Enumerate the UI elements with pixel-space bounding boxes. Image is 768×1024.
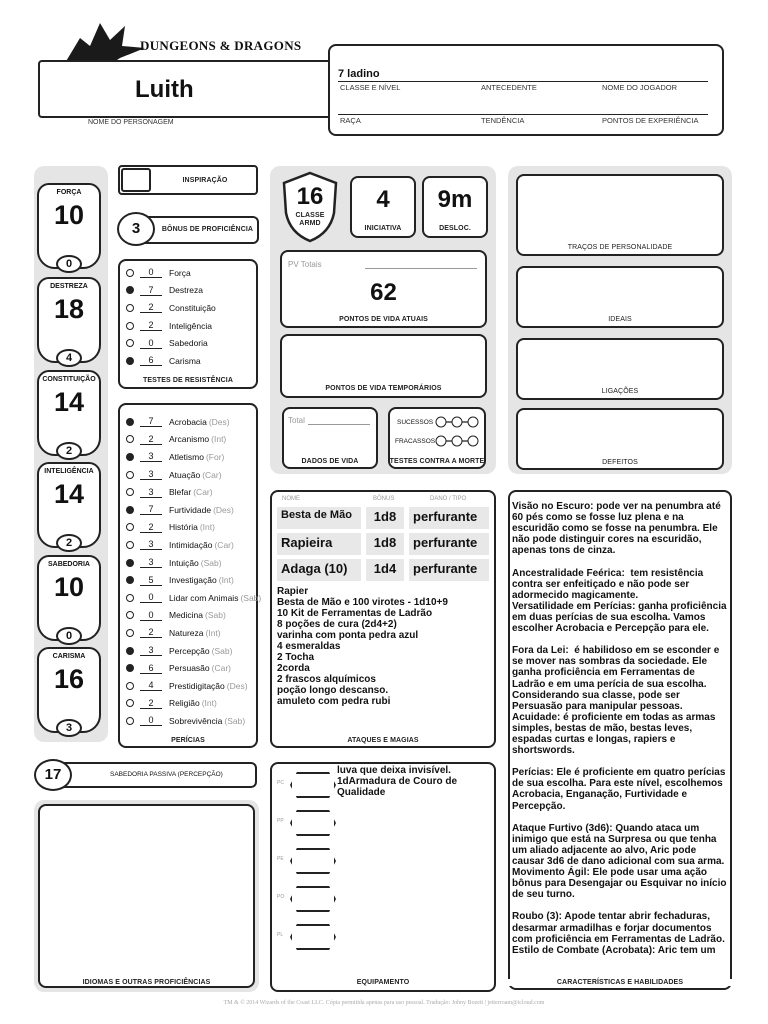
coin-label: PC — [277, 780, 284, 786]
skill-row — [126, 519, 215, 537]
skill-row — [126, 589, 261, 607]
attacks-notes[interactable] — [277, 586, 492, 707]
initiative-value[interactable]: 4 — [376, 186, 390, 213]
saving-throw-value[interactable]: 2 — [140, 302, 162, 313]
ability-box — [37, 370, 101, 456]
skill-name: Prestidigitação — [169, 680, 225, 691]
skill-name: Atuação — [169, 469, 201, 480]
hp-max-label: PV Totais — [288, 260, 322, 269]
skill-name: Persuasão — [169, 663, 210, 674]
skill-attribute: (Sab) — [240, 592, 262, 603]
skill-attribute: (Car) — [193, 487, 213, 498]
proficiency-dot-icon[interactable] — [126, 611, 134, 619]
attack-note-line: amuleto com pedra rubi — [277, 696, 391, 707]
skill-name: Percepção — [169, 645, 210, 656]
ability-name: CARISMA — [52, 653, 86, 660]
passive-wisdom-label: SABEDORIA PASSIVA (PERCEPÇÃO) — [110, 771, 223, 778]
ability-name: DESTREZA — [50, 283, 88, 290]
proficiency-dot-icon[interactable] — [126, 357, 134, 365]
skills-title: PERÍCIAS — [171, 737, 205, 744]
skill-row — [126, 448, 224, 466]
saving-throw-row — [126, 334, 208, 352]
skill-name: Natureza — [169, 627, 204, 638]
attack-bonus[interactable]: 1d4 — [366, 559, 404, 581]
initiative-label: INICIATIVA — [364, 225, 402, 232]
proficiency-dot-icon[interactable] — [126, 559, 134, 567]
skill-value[interactable]: 0 — [140, 610, 162, 621]
skill-value[interactable]: 2 — [140, 627, 162, 638]
skill-attribute: (Int) — [218, 575, 234, 586]
proficiency-dot-icon[interactable] — [126, 322, 134, 330]
attacks-col-bonus: BÔNUS — [373, 496, 395, 502]
speed-value[interactable]: 9m — [437, 186, 473, 213]
current-hp-label: PONTOS DE VIDA ATUAIS — [339, 316, 428, 323]
ability-name: INTELIGÊNCIA — [44, 468, 94, 475]
proficiency-dot-icon[interactable] — [126, 629, 134, 637]
skill-name: Religião — [169, 698, 200, 709]
skill-value[interactable]: 3 — [140, 645, 162, 656]
coin-box[interactable] — [290, 886, 336, 912]
attack-damage[interactable]: perfurante — [409, 507, 489, 529]
attack-note-line: 8 poções de cura (2d4+2) — [277, 619, 397, 630]
saving-throw-name: Sabedoria — [169, 338, 208, 349]
skill-name: Intuição — [169, 557, 199, 568]
skill-value[interactable]: 3 — [140, 539, 162, 550]
proficiency-dot-icon[interactable] — [126, 523, 134, 531]
skill-attribute: (Int) — [211, 434, 227, 445]
hit-dice-total-label: Total — [288, 416, 305, 425]
skill-value[interactable]: 7 — [140, 504, 162, 515]
ability-box — [37, 277, 101, 363]
skill-name: Furtividade — [169, 504, 212, 515]
ideals-label: IDEAIS — [608, 316, 632, 323]
current-hp-value[interactable]: 62 — [370, 279, 397, 306]
skill-value[interactable]: 2 — [140, 698, 162, 709]
skill-attribute: (Car) — [211, 663, 231, 674]
ability-score[interactable]: 14 — [53, 387, 85, 417]
skill-value[interactable]: 2 — [140, 522, 162, 533]
skill-row — [126, 431, 226, 449]
ability-modifier[interactable]: 0 — [56, 255, 82, 273]
skill-row — [126, 642, 232, 660]
death-failures-label: FRACASSOS — [395, 438, 436, 445]
skill-attribute: (Sab) — [211, 645, 233, 656]
skill-attribute: (For) — [205, 451, 225, 462]
skill-name: Lidar com Animais — [169, 592, 239, 603]
xp-label: PONTOS DE EXPERIÊNCIA — [602, 116, 699, 125]
bonds-label: LIGAÇÕES — [601, 388, 639, 395]
attack-note-line: Besta de Mão e 100 virotes - 1d10+9 — [277, 597, 448, 608]
ability-box — [37, 183, 101, 269]
attacks-title: ATAQUES E MAGIAS — [347, 737, 419, 744]
coin-label: PL — [277, 932, 284, 938]
skill-name: Acrobacia — [169, 416, 207, 427]
saving-throw-row — [126, 264, 191, 282]
skill-row — [126, 536, 234, 554]
skills-list — [126, 413, 262, 733]
skill-name: Arcanismo — [169, 434, 210, 445]
skill-value[interactable]: 3 — [140, 469, 162, 480]
proficiency-dot-icon[interactable] — [126, 286, 134, 294]
coin-box[interactable] — [290, 924, 336, 950]
saving-throws-title: TESTES DE RESISTÊNCIA — [142, 377, 233, 384]
speed-label: DESLOC. — [439, 225, 471, 232]
flaws-label: DEFEITOS — [602, 459, 638, 466]
saving-throw-name: Carisma — [169, 355, 201, 366]
hit-dice-label: DADOS DE VIDA — [301, 458, 359, 465]
proficiency-dot-icon[interactable] — [126, 435, 134, 443]
proficiency-dot-icon[interactable] — [126, 453, 134, 461]
ability-modifier[interactable]: 0 — [56, 627, 82, 645]
proficiency-dot-icon[interactable] — [126, 717, 134, 725]
saving-throw-value[interactable]: 2 — [140, 320, 162, 331]
skill-value[interactable]: 6 — [140, 663, 162, 674]
skill-row — [126, 695, 217, 713]
proficiency-bonus-value[interactable]: 3 — [117, 212, 155, 246]
skill-name: Blefar — [169, 487, 192, 498]
saving-throw-value[interactable]: 0 — [140, 267, 162, 278]
proficiency-dot-icon[interactable] — [126, 699, 134, 707]
skill-value[interactable]: 7 — [140, 416, 162, 427]
attack-note-line: poção longo descanso. — [277, 685, 389, 696]
attacks-col-name: NOME — [282, 496, 300, 502]
skill-row — [126, 501, 234, 519]
features-text[interactable]: Visão no Escuro: pode ver na penumbra até 60 pés como se fosse luz plena e na escuridão como se fosse na penumbra. Ele não pode distinguir cores na escuridão, apenas tons de cinza. Ancestralidade Feérica: tem resistência contra ser enfeitiçado e não pode ser adormecido magicamente. Versatilidade em Perícias: ganha proficiência em duas perícias de sua escolha. Vamos escolher Acrobacia e Percepção para ele. Fora da Lei: é habilidoso em se esconder e se mover nas sombras da sociedade. Ele ganha proficiência em Ferramentas de Ladrão e em uma perícia de sua escolha. Considerando sua classe, pode ser Persuasão para manipular pessoas. Acuidade: é proficiente em todas as armas simples, bestas de mão, bestas leves, espadas curtas e longas, rapiers e shortswords. Perícias: Ele é proficiente em quatro perícias de sua escolha. Para este nível, escolhemos Acrobacia, Enganação, Furtividade e Percepção. Ataque Furtivo (3d6): Quando ataca um inimigo que está na Surpresa ou que tenha um aliado adjacente ao alvo, Aric pode causar 3d6 de dano adicional com sua arma. Movimento Ágil: Ele pode usar uma ação bônus para Desengajar ou Esquivar no início de seu turno. Roubo (3): Apode tentar abrir fechaduras, desarmar armadilhas e forjar documentos com proficiência em Ferramentas de Ladrão. Estilo de Combate (Acrobata): Aric tem um — [512, 501, 727, 956]
ability-score[interactable]: 18 — [53, 294, 85, 324]
skill-row — [126, 607, 226, 625]
attack-bonus[interactable]: 1d8 — [366, 533, 404, 555]
proficiency-dot-icon[interactable] — [126, 488, 134, 496]
saving-throw-row — [126, 282, 203, 300]
attack-bonus[interactable]: 1d8 — [366, 507, 404, 529]
ability-name: SABEDORIA — [47, 561, 90, 568]
character-name[interactable]: Luith — [135, 76, 194, 103]
saving-throw-row — [126, 317, 212, 335]
skill-name: Sobrevivência — [169, 715, 223, 726]
skill-row — [126, 571, 234, 589]
player-name-label: NOME DO JOGADOR — [602, 83, 678, 92]
skill-row — [126, 554, 222, 572]
ability-box — [37, 555, 101, 641]
proficiency-dot-icon[interactable] — [126, 541, 134, 549]
proficiency-dot-icon[interactable] — [126, 339, 134, 347]
proficiency-dot-icon[interactable] — [126, 418, 134, 426]
proficiency-dot-icon[interactable] — [126, 506, 134, 514]
skill-name: Intimidação — [169, 539, 213, 550]
saving-throw-name: Constituição — [169, 302, 216, 313]
coin-box[interactable] — [290, 772, 336, 798]
equipment-line: luva que deixa invisível. — [337, 765, 451, 776]
skill-row — [126, 659, 231, 677]
skill-name: História — [169, 522, 198, 533]
skill-value[interactable]: 0 — [140, 715, 162, 726]
proficiency-bonus-label: BÔNUS DE PROFICIÊNCIA — [161, 226, 254, 233]
coin-box[interactable] — [290, 848, 336, 874]
skill-row — [126, 483, 213, 501]
attack-damage[interactable]: perfurante — [409, 559, 489, 581]
skill-attribute: (Des) — [226, 680, 248, 691]
skill-name: Investigação — [169, 575, 217, 586]
saving-throw-name: Destreza — [169, 285, 204, 296]
proficiency-dot-icon[interactable] — [126, 304, 134, 312]
skill-attribute: (Car) — [214, 539, 234, 550]
skill-attribute: (Des) — [208, 416, 230, 427]
character-name-label: NOME DO PERSONAGEM — [88, 119, 174, 126]
skill-attribute: (Sab) — [224, 715, 246, 726]
inspiration-label: INSPIRAÇÃO — [182, 177, 228, 184]
death-saves-label: TESTES CONTRA A MORTE — [389, 458, 485, 465]
footer-copyright: TM & © 2014 Wizards of the Coast LLC. Cópia permitida apenas para uso pessoal. Tradução: Johny Bozett | jetterroam@icloud.com — [223, 1000, 545, 1006]
skill-value[interactable]: 5 — [140, 575, 162, 586]
skill-attribute: (Des) — [213, 504, 234, 515]
coin-label: PP — [277, 818, 284, 824]
skill-row — [126, 413, 230, 431]
skill-value[interactable]: 4 — [140, 680, 162, 691]
skill-attribute: (Int) — [205, 627, 221, 638]
skill-attribute: (Sab) — [205, 610, 226, 621]
attack-name[interactable]: Rapieira — [277, 533, 361, 555]
attack-name[interactable]: Besta de Mão — [277, 507, 361, 529]
temp-hp-label: PONTOS DE VIDA TEMPORÁRIOS — [325, 385, 442, 392]
skill-value[interactable]: 2 — [140, 434, 162, 445]
skill-row — [126, 624, 221, 642]
ability-score[interactable]: 14 — [53, 479, 85, 509]
proficiency-dot-icon[interactable] — [126, 576, 134, 584]
skill-row — [126, 466, 222, 484]
background-label: ANTECEDENTE — [481, 83, 537, 92]
armor-class-label: CLASSE ARMD — [295, 212, 325, 227]
ability-modifier[interactable]: 3 — [56, 719, 82, 737]
ability-score[interactable]: 16 — [53, 664, 85, 694]
ability-score[interactable]: 10 — [53, 200, 85, 230]
skill-name: Atletismo — [169, 451, 204, 462]
coin-box[interactable] — [290, 810, 336, 836]
proficiency-dot-icon[interactable] — [126, 269, 134, 277]
attack-damage[interactable]: perfurante — [409, 533, 489, 555]
saving-throws-list — [126, 264, 256, 374]
attack-note-line: 2corda — [277, 663, 310, 674]
proficiency-dot-icon[interactable] — [126, 471, 134, 479]
saving-throw-value[interactable]: 7 — [140, 285, 162, 296]
proficiency-dot-icon[interactable] — [126, 664, 134, 672]
class-level-value[interactable]: 7 ladino — [338, 68, 380, 80]
languages-title: IDIOMAS E OUTRAS PROFICIÊNCIAS — [82, 979, 211, 986]
traits-label: TRAÇOS DE PERSONALIDADE — [567, 244, 673, 251]
skill-value[interactable]: 3 — [140, 451, 162, 462]
ability-modifier[interactable]: 2 — [56, 534, 82, 552]
equipment-text[interactable] — [337, 765, 492, 798]
skill-attribute: (Car) — [202, 469, 222, 480]
attack-note-line: 2 frascos alquímicos — [277, 674, 376, 685]
saving-throw-value[interactable]: 0 — [140, 338, 162, 349]
saving-throw-row — [126, 352, 201, 370]
skill-row — [126, 712, 245, 730]
logo-text: DUNGEONS & DRAGONS — [140, 38, 302, 53]
saving-throw-name: Força — [169, 267, 191, 278]
ability-name: CONSTITUIÇÃO — [42, 376, 96, 383]
skill-value[interactable]: 3 — [140, 487, 162, 498]
skill-row — [126, 677, 248, 695]
class-level-label: CLASSE E NÍVEL — [340, 83, 401, 92]
saving-throw-row — [126, 299, 216, 317]
death-failure-boxes-icon[interactable] — [434, 434, 480, 448]
death-success-boxes-icon[interactable] — [434, 415, 480, 429]
passive-wisdom-value[interactable]: 17 — [34, 759, 72, 791]
attack-note-line: 4 esmeraldas — [277, 641, 341, 652]
ability-modifier[interactable]: 2 — [56, 442, 82, 460]
ability-box — [37, 647, 101, 733]
attack-note-line: Rapier — [277, 586, 309, 597]
languages-box[interactable] — [38, 804, 255, 988]
skill-attribute: (Int) — [201, 698, 217, 709]
race-label: RAÇA — [340, 116, 361, 125]
skill-attribute: (Int) — [199, 522, 215, 533]
equipment-line: 1dArmadura de Couro de — [337, 776, 458, 787]
equipment-title: EQUIPAMENTO — [356, 979, 410, 986]
equipment-line: Qualidade — [337, 787, 386, 798]
saving-throw-name: Inteligência — [169, 320, 213, 331]
attack-note-line: varinha com ponta pedra azul — [277, 630, 419, 641]
ability-score[interactable]: 10 — [53, 572, 85, 602]
ability-modifier[interactable]: 4 — [56, 349, 82, 367]
attacks-col-damage: DANO / TIPO — [430, 496, 467, 502]
skill-attribute: (Sab) — [200, 557, 222, 568]
attack-note-line: 10 Kit de Ferramentas de Ladrão — [277, 608, 433, 619]
skill-name: Medicina — [169, 610, 204, 621]
armor-class-value[interactable]: 16 — [296, 183, 324, 210]
saving-throw-value[interactable]: 6 — [140, 355, 162, 366]
proficiency-dot-icon[interactable] — [126, 682, 134, 690]
skill-value[interactable]: 0 — [140, 592, 162, 603]
proficiency-dot-icon[interactable] — [126, 594, 134, 602]
proficiency-dot-icon[interactable] — [126, 647, 134, 655]
coin-label: PO — [277, 894, 285, 900]
attack-note-line: 2 Tocha — [277, 652, 315, 663]
coin-label: PE — [277, 856, 284, 862]
skill-value[interactable]: 3 — [140, 557, 162, 568]
ability-box — [37, 462, 101, 548]
ability-name: FORÇA — [56, 189, 82, 196]
attack-name[interactable]: Adaga (10) — [277, 559, 361, 581]
death-successes-label: SUCESSOS — [397, 419, 434, 426]
alignment-label: TENDÊNCIA — [481, 116, 525, 125]
features-title: CARACTERÍSTICAS E HABILIDADES — [508, 979, 732, 986]
